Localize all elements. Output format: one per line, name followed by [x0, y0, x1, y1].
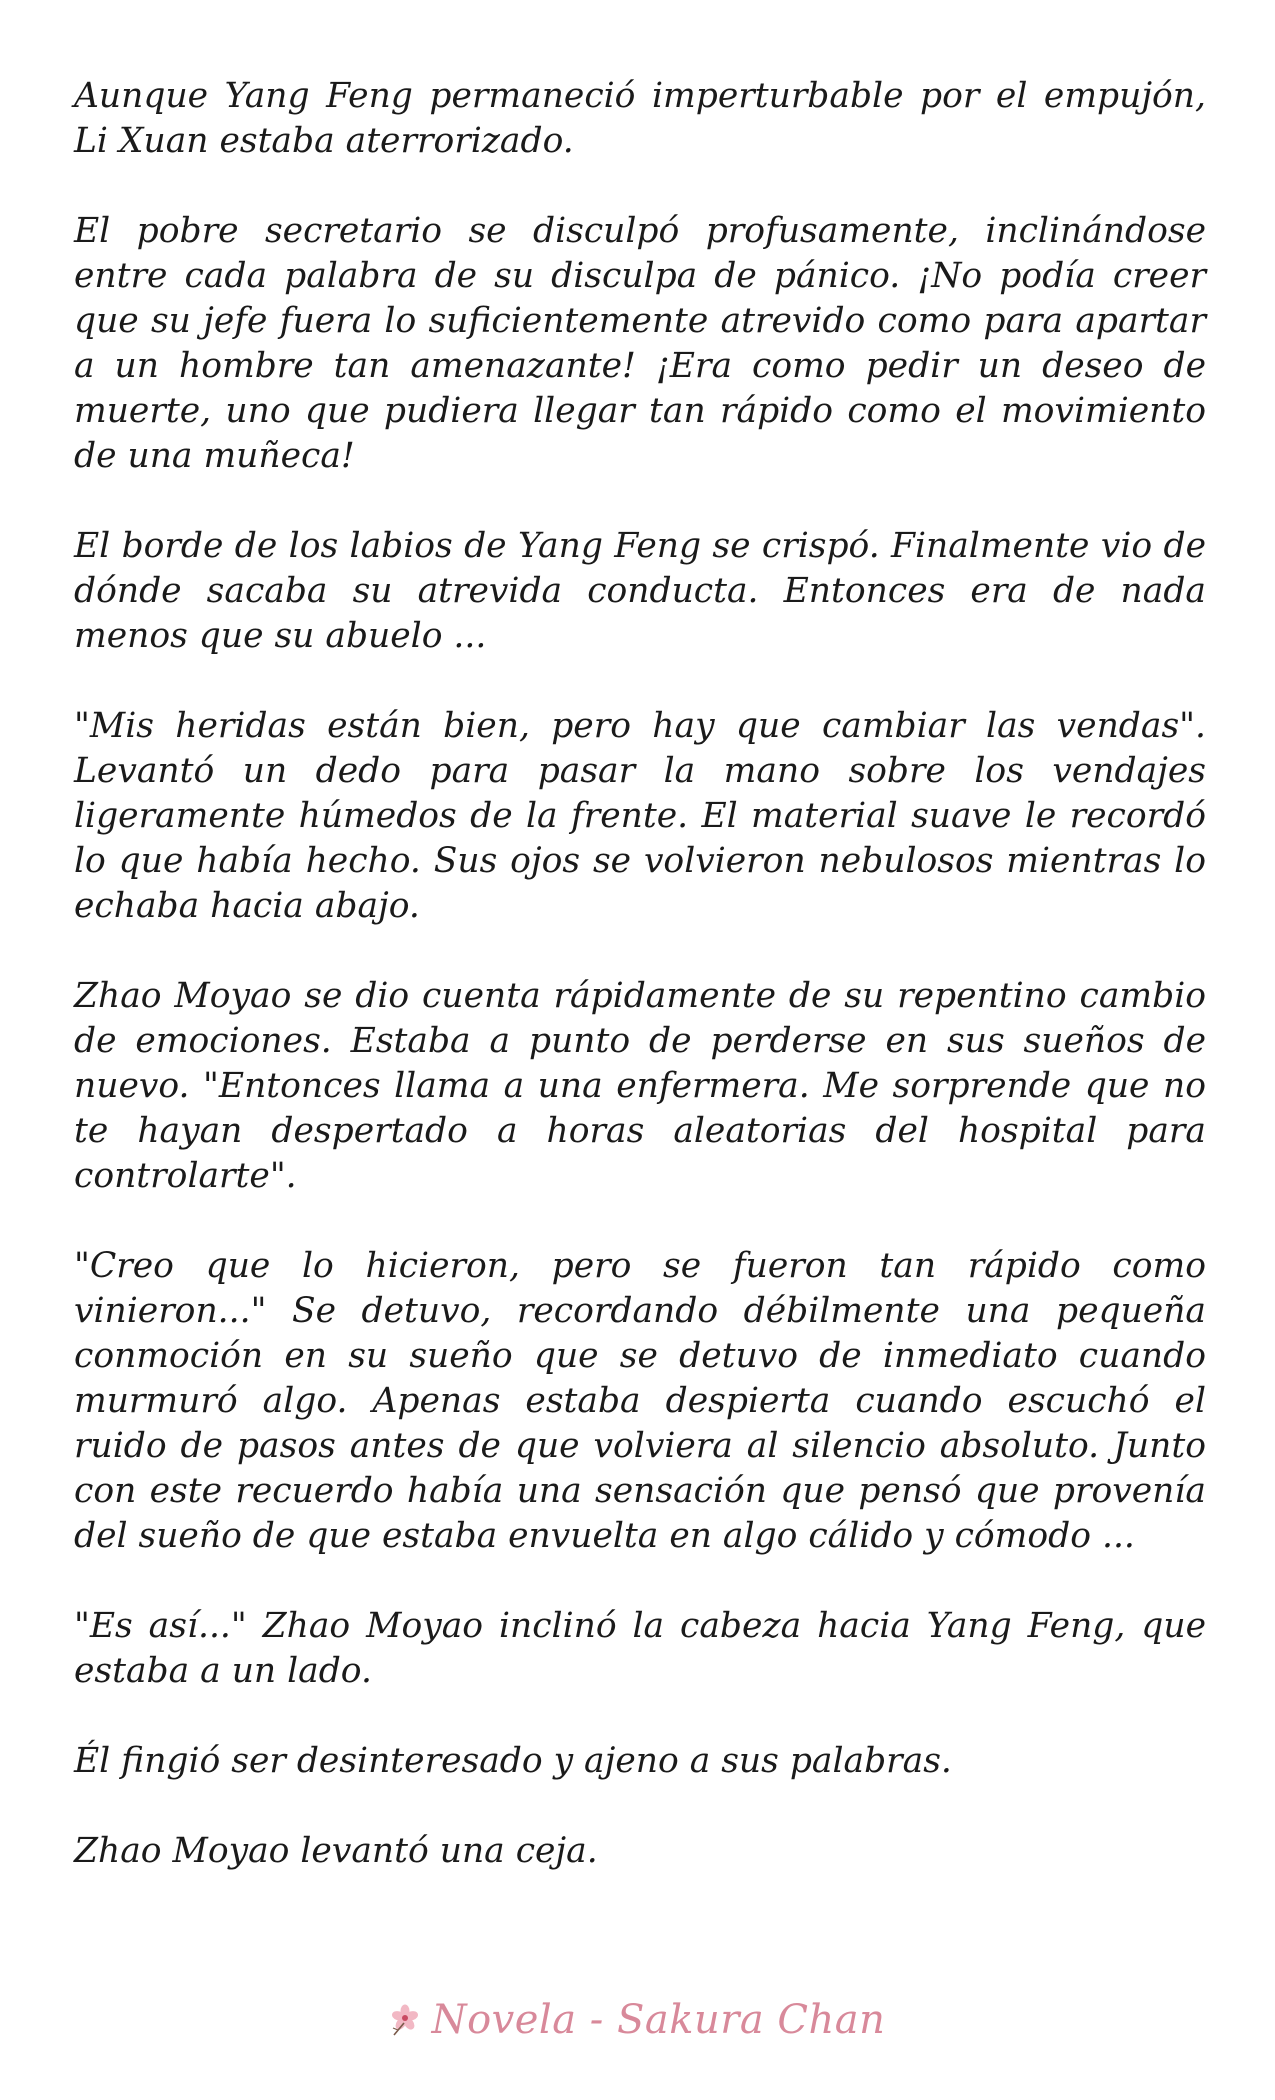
paragraph-5: Zhao Moyao se dio cuenta rápidamente de su repentino cambio de emociones. Estaba a punto de perderse en sus sueños de nuevo. "Entonces llama a una enfermera. Me sorprende que no te hayan despertado a horas aleatorias del hospital para controlarte".: [74, 976, 1206, 1196]
watermark-footer: [0, 1990, 1275, 2050]
paragraph-1: Aunque Yang Feng permaneció imperturbable por el empujón, Li Xuan estaba aterrorizado.: [74, 76, 1206, 161]
paragraph-4: "Mis heridas están bien, pero hay que cambiar las vendas". Levantó un dedo para pasar la mano sobre los vendajes ligeramente húmedos de la frente. El material suave le recordó lo que había hecho. Sus ojos se volvieron nebulosos mientras lo echaba hacia abajo.: [74, 706, 1206, 926]
paragraph-8: Él fingió ser desinteresado y ajeno a sus palabras.: [74, 1741, 952, 1781]
paragraph-3: El borde de los labios de Yang Feng se crispó. Finalmente vio de dónde sacaba su atrevida conducta. Entonces era de nada menos que su abuelo ...: [74, 526, 1206, 656]
paragraph-2: El pobre secretario se disculpó profusamente, inclinándose entre cada palabra de su disculpa de pánico. ¡No podía creer que su jefe fuera lo suficientemente atrevido como para apartar a un hombre tan amenazante! ¡Era como pedir un deseo de muerte, uno que pudiera llegar tan rápido como el movimiento de una muñeca!: [74, 211, 1206, 476]
paragraph-9: Zhao Moyao levantó una ceja.: [74, 1831, 598, 1871]
watermark-text: Novela - Sakura Chan: [431, 1997, 886, 2043]
paragraph-6: "Creo que lo hicieron, pero se fueron tan rápido como vinieron..." Se detuvo, recordando débilmente una pequeña conmoción en su sueño que se detuvo de inmediato cuando murmuró algo. Apenas estaba despierta cuando escuchó el ruido de pasos antes de que volviera al silencio absoluto. Junto con este recuerdo había una sensación que pensó que provenía del sueño de que estaba envuelta en algo cálido y cómodo ...: [74, 1246, 1206, 1556]
sakura-blossom-icon: [390, 2003, 424, 2037]
paragraph-7: "Es así..." Zhao Moyao inclinó la cabeza hacia Yang Feng, que estaba a un lado.: [74, 1606, 1206, 1691]
document-body: [74, 74, 1206, 1919]
